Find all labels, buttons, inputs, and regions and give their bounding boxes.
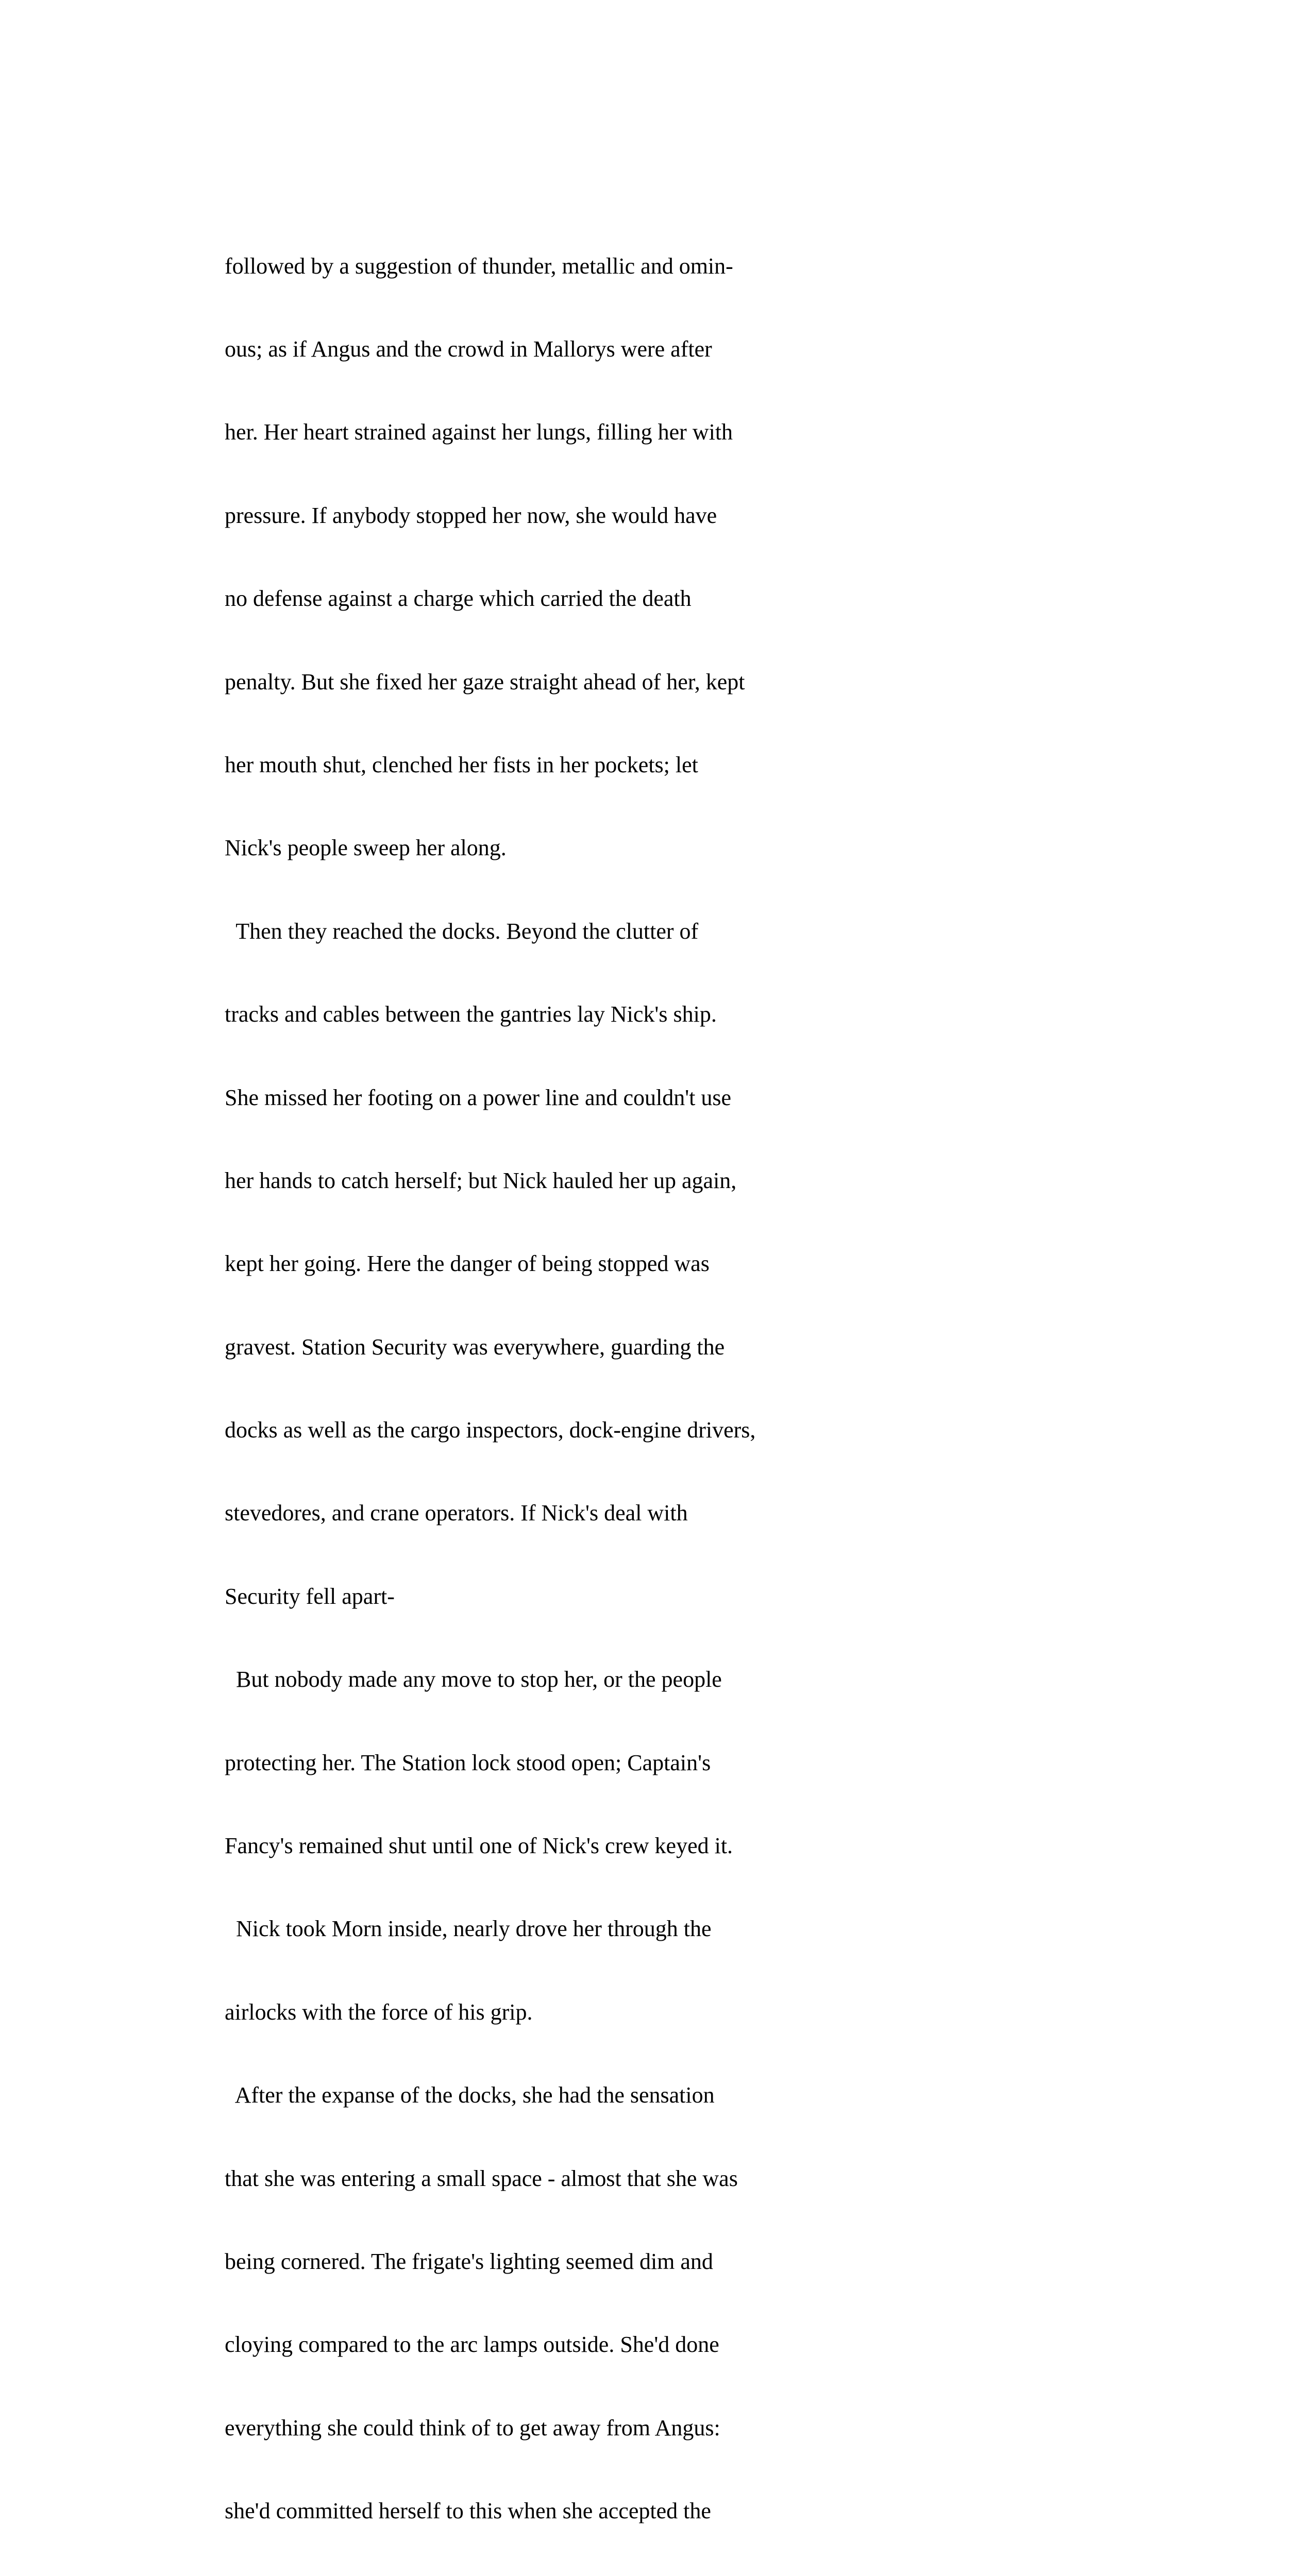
text-line: no defense against a charge which carried the death [225, 586, 692, 612]
text-line: being cornered. The frigate's lighting seemed dim and [225, 2248, 713, 2274]
text-line: her. Her heart strained against her lungs, filling her with [225, 419, 733, 445]
text-line: pressure. If anybody stopped her now, she would have [225, 502, 717, 528]
text-line: protecting her. The Station lock stood open; Captain's [225, 1750, 711, 1775]
text-line: After the expanse of the docks, she had the sensation [225, 2082, 715, 2108]
text-line: airlocks with the force of his grip. [225, 1999, 533, 2025]
text-line: her hands to catch herself; but Nick hauled her up again, [225, 1167, 737, 1193]
text-line: she'd committed herself to this when she accepted the [225, 2498, 711, 2524]
text-line: stevedores, and crane operators. If Nick's deal with [225, 1500, 688, 1526]
text-line: Then they reached the docks. Beyond the clutter of [225, 918, 699, 944]
text-line: kept her going. Here the danger of being stopped was [225, 1251, 710, 1277]
text-line: penalty. But she fixed her gaze straight ahead of her, kept [225, 669, 745, 694]
text-line: tracks and cables between the gantries lay Nick's ship. [225, 1002, 717, 1027]
text-line: Nick's people sweep her along. [225, 835, 507, 861]
text-line: Fancy's remained shut until one of Nick's crew keyed it. [225, 1833, 733, 1859]
text-line: cloying compared to the arc lamps outside. She'd done [225, 2332, 719, 2358]
text-line: Security fell apart- [225, 1583, 395, 1609]
body-text [225, 197, 833, 2576]
text-line: But nobody made any move to stop her, or the people [225, 1667, 722, 1692]
text-line: that she was entering a small space - almost that she was [225, 2165, 738, 2191]
text-line: docks as well as the cargo inspectors, dock-engine drivers, [225, 1417, 756, 1443]
text-line: Nick took Morn inside, nearly drove her through the [225, 1916, 712, 1942]
text-line: everything she could think of to get away from Angus: [225, 2415, 720, 2441]
text-line: followed by a suggestion of thunder, metallic and omin- [225, 253, 733, 279]
text-line: gravest. Station Security was everywhere, guarding the [225, 1334, 725, 1360]
text-line: ous; as if Angus and the crowd in Mallorys were after [225, 336, 712, 362]
text-line: her mouth shut, clenched her fists in her pockets; let [225, 752, 698, 777]
text-line: She missed her footing on a power line and couldn't use [225, 1084, 732, 1110]
